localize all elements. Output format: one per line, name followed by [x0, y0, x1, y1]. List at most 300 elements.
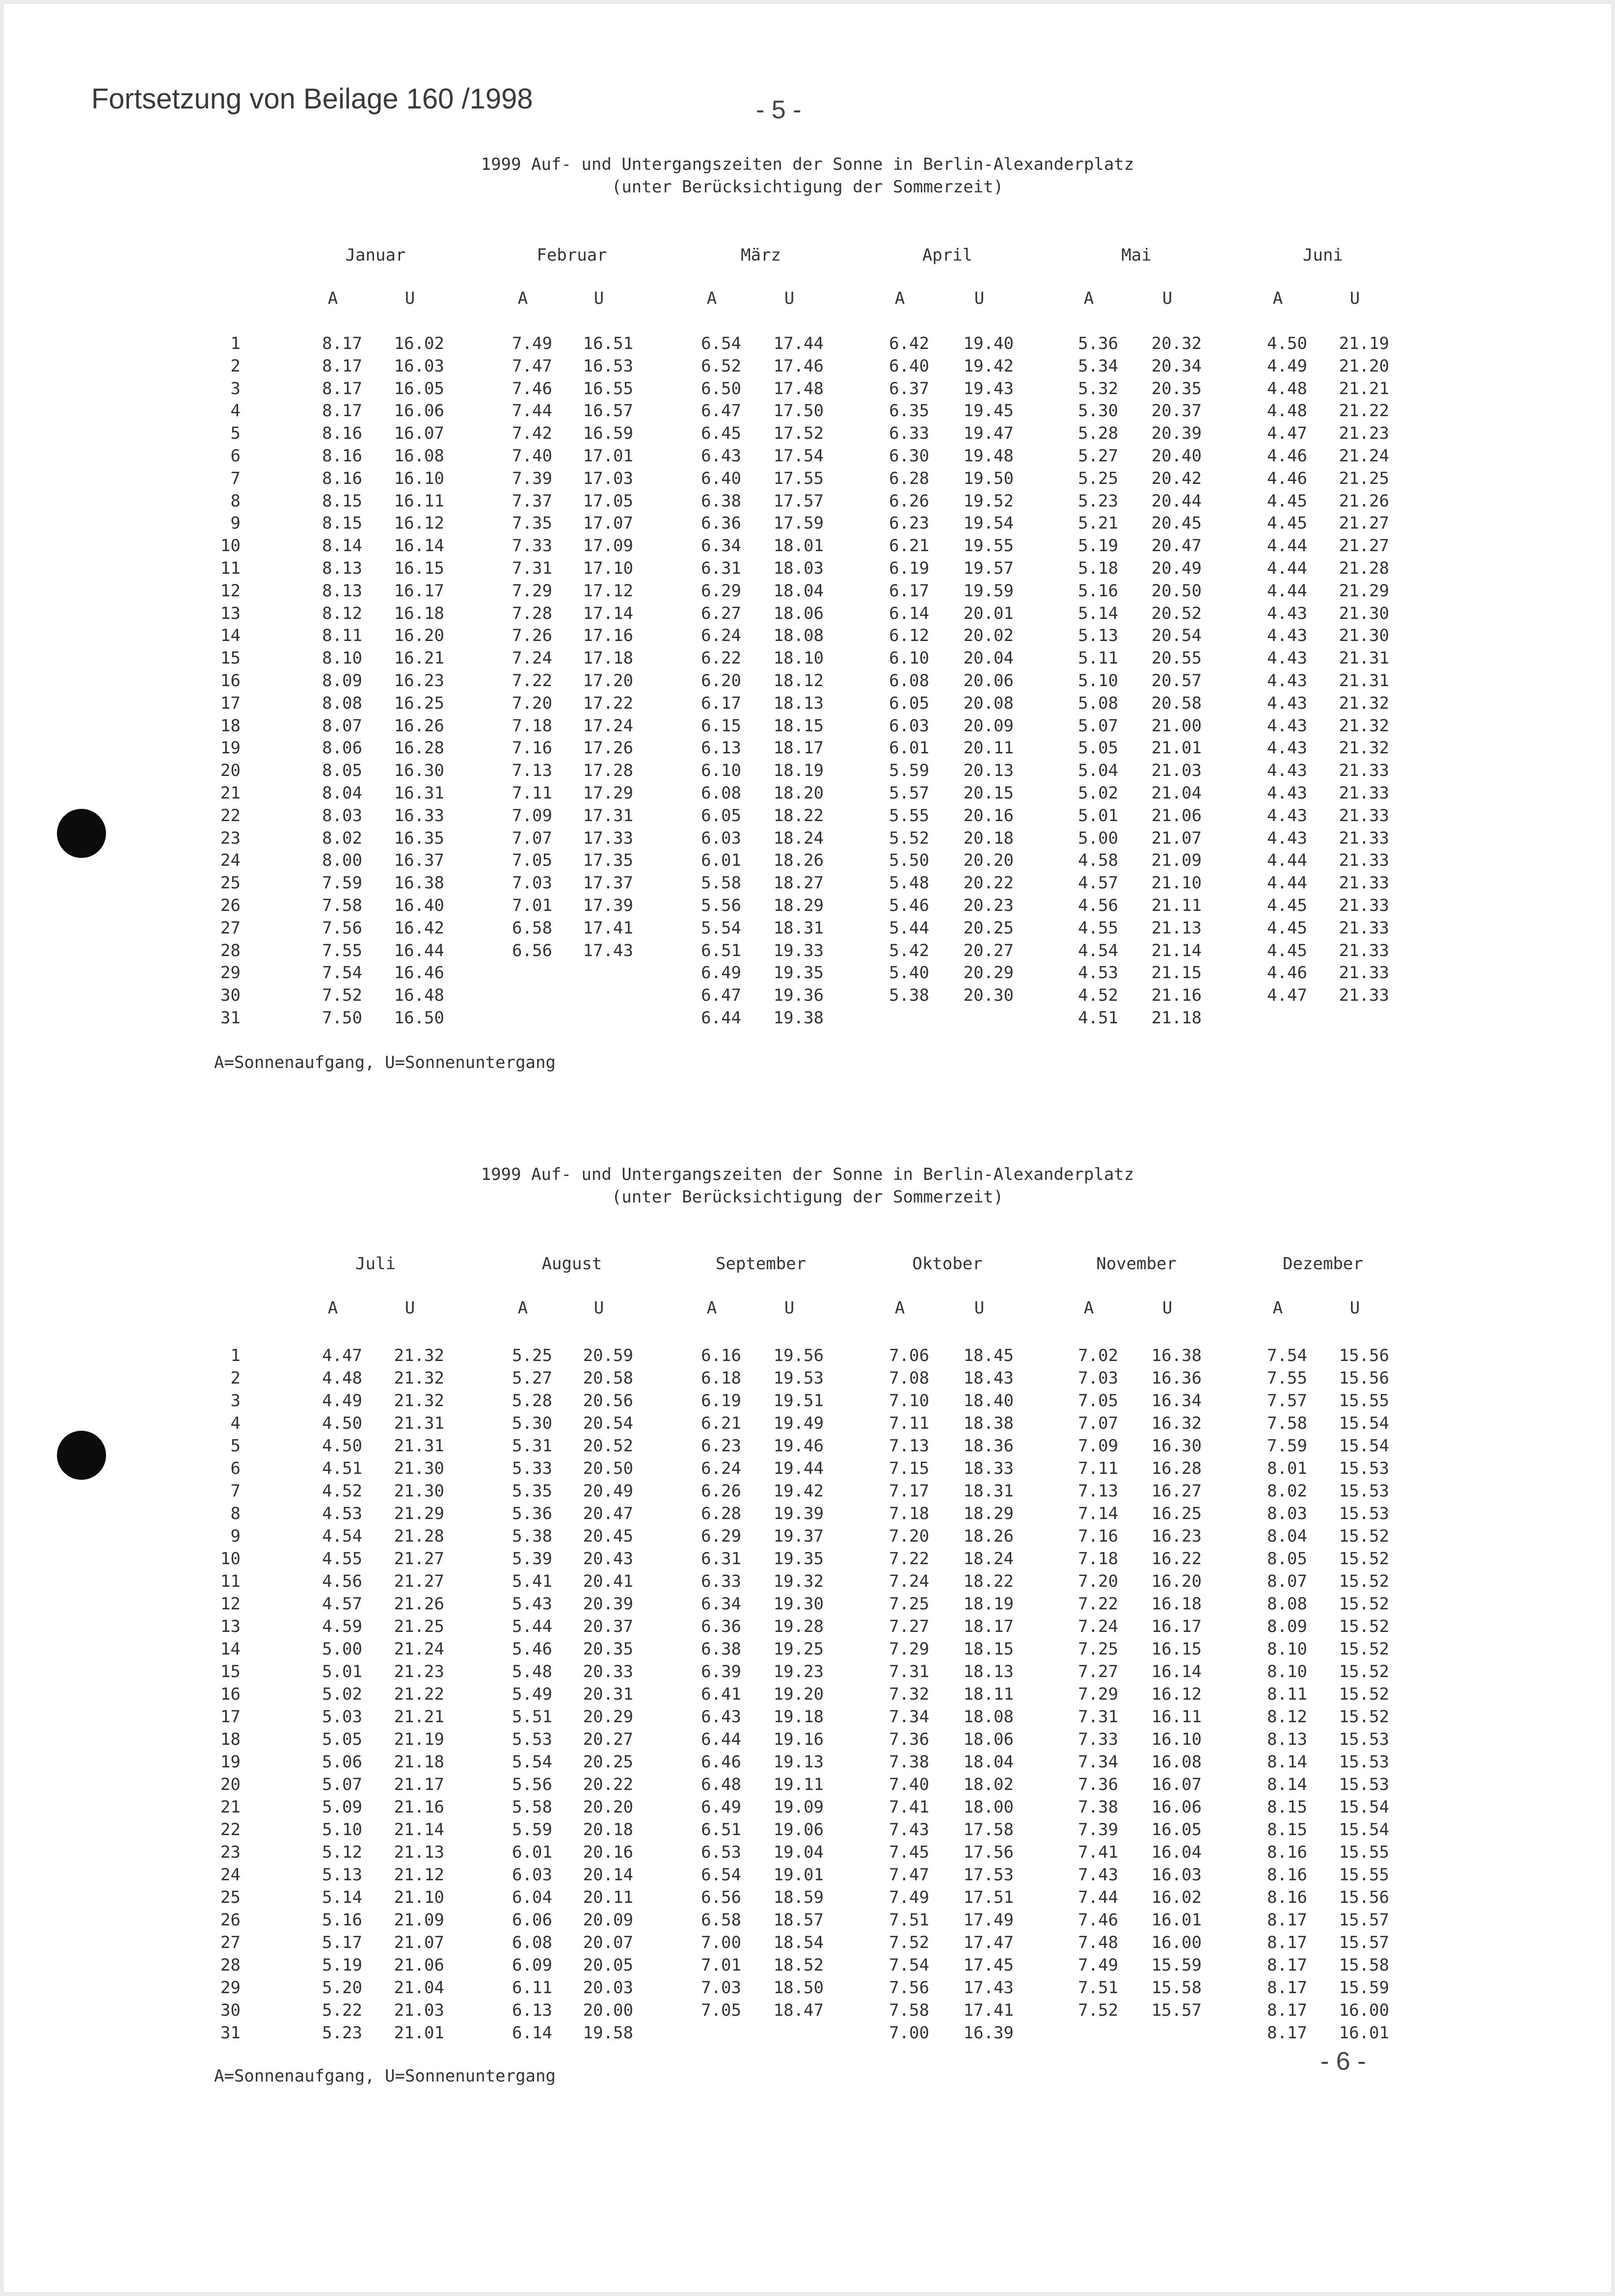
column-header-u: U — [784, 289, 795, 308]
day-number: 3 — [230, 1391, 241, 1411]
sunset-time: 15.52 — [1339, 1572, 1389, 1591]
sunset-time: 17.49 — [963, 1910, 1014, 1930]
sunrise-time: 7.33 — [512, 536, 552, 556]
sunrise-time: 6.01 — [512, 1842, 552, 1862]
sunrise-time: 4.47 — [322, 1346, 362, 1365]
sunrise-time: 6.18 — [701, 1368, 741, 1388]
sunset-time: 21.25 — [1339, 468, 1389, 488]
day-number: 6 — [230, 446, 241, 466]
sunset-time: 20.18 — [963, 828, 1014, 848]
page-number-bottom: - 6 - — [1320, 2047, 1366, 2076]
sunrise-time: 7.22 — [1078, 1594, 1118, 1614]
sunset-time: 18.19 — [773, 761, 824, 781]
sunset-time: 17.03 — [583, 468, 633, 488]
sunset-time: 17.57 — [773, 491, 824, 511]
sunset-time: 19.47 — [963, 424, 1014, 444]
column-header-a: A — [706, 1298, 717, 1318]
sunrise-time: 4.43 — [1267, 805, 1307, 826]
sunrise-time: 4.51 — [1078, 1008, 1118, 1028]
sunset-time: 20.00 — [583, 2001, 633, 2020]
sunset-time: 17.07 — [583, 513, 633, 534]
sunrise-time: 8.03 — [322, 805, 362, 826]
sunrise-time: 7.39 — [1078, 1820, 1118, 1840]
sunrise-time: 7.54 — [889, 1955, 929, 1975]
sunset-time: 15.53 — [1339, 1504, 1389, 1523]
sunrise-time: 8.17 — [322, 334, 362, 353]
sunrise-time: 7.36 — [1078, 1775, 1118, 1794]
sunset-time: 16.03 — [394, 356, 444, 376]
sunset-time: 18.24 — [773, 828, 824, 848]
sunset-time: 20.47 — [1151, 536, 1202, 556]
column-header-u: U — [974, 1298, 985, 1318]
sunrise-time: 5.42 — [889, 940, 929, 961]
column-header-u: U — [1349, 1298, 1360, 1318]
sunset-time: 20.29 — [963, 963, 1014, 983]
day-number: 24 — [220, 1865, 241, 1885]
sunset-time: 19.28 — [773, 1617, 824, 1636]
sunrise-time: 7.58 — [889, 2001, 929, 2020]
sunset-time: 16.02 — [1151, 1888, 1202, 1907]
sunrise-time: 8.15 — [322, 491, 362, 511]
sunset-time: 20.29 — [583, 1707, 633, 1727]
sunrise-time: 4.46 — [1267, 446, 1307, 466]
sunset-time: 19.53 — [773, 1368, 824, 1388]
sunset-time: 20.58 — [583, 1368, 633, 1388]
sunset-time: 21.33 — [1339, 963, 1389, 983]
sunrise-time: 5.01 — [322, 1662, 362, 1682]
sunset-time: 21.12 — [394, 1865, 444, 1885]
month-header: Juli — [355, 1254, 396, 1274]
sunset-time: 19.44 — [773, 1459, 824, 1478]
sunset-time: 18.06 — [963, 1730, 1014, 1749]
sunrise-time: 5.05 — [1078, 738, 1118, 758]
page-number-top: - 5 - — [756, 96, 802, 124]
sunset-time: 16.35 — [394, 828, 444, 848]
sunrise-time: 8.15 — [322, 513, 362, 534]
sunrise-time: 7.11 — [1078, 1459, 1118, 1478]
sunrise-time: 5.13 — [1078, 626, 1118, 646]
sunset-time: 16.06 — [394, 401, 444, 421]
sunset-time: 21.26 — [394, 1594, 444, 1614]
sunset-time: 19.55 — [963, 536, 1014, 556]
sunrise-time: 7.25 — [889, 1594, 929, 1614]
sunrise-time: 6.52 — [701, 356, 741, 376]
sunset-time: 19.37 — [773, 1526, 824, 1546]
sunrise-time: 6.24 — [701, 626, 741, 646]
sunrise-time: 7.52 — [322, 986, 362, 1006]
sunset-time: 18.29 — [963, 1504, 1014, 1523]
sunrise-time: 6.43 — [701, 1707, 741, 1727]
day-number: 30 — [220, 986, 241, 1006]
sunrise-time: 5.08 — [1078, 693, 1118, 713]
sunrise-time: 7.40 — [512, 446, 552, 466]
sunrise-time: 7.38 — [1078, 1797, 1118, 1817]
sunset-time: 19.33 — [773, 940, 824, 961]
sunset-time: 20.20 — [963, 851, 1014, 871]
sunrise-time: 7.14 — [1078, 1504, 1118, 1523]
sunset-time: 16.15 — [1151, 1639, 1202, 1659]
sunset-time: 19.11 — [773, 1775, 824, 1794]
sunset-time: 20.49 — [1151, 559, 1202, 578]
sunrise-time: 8.17 — [322, 378, 362, 399]
sunrise-time: 8.14 — [1267, 1775, 1307, 1794]
sunrise-time: 5.25 — [512, 1346, 552, 1365]
sunrise-time: 5.07 — [322, 1775, 362, 1794]
day-number: 18 — [220, 1730, 241, 1749]
sunrise-time: 6.26 — [701, 1481, 741, 1501]
sunset-time: 19.35 — [773, 963, 824, 983]
sunset-time: 15.53 — [1339, 1481, 1389, 1501]
sunset-time: 18.27 — [773, 873, 824, 893]
sunrise-time: 6.03 — [889, 716, 929, 736]
sunrise-time: 7.29 — [512, 581, 552, 601]
sunset-time: 16.26 — [394, 716, 444, 736]
sunrise-time: 6.10 — [701, 761, 741, 781]
day-number: 22 — [220, 805, 241, 826]
sunrise-time: 5.09 — [322, 1797, 362, 1817]
sunrise-time: 6.31 — [701, 1549, 741, 1569]
sunrise-time: 5.44 — [512, 1617, 552, 1636]
sunset-time: 21.22 — [394, 1684, 444, 1704]
sunset-time: 18.57 — [773, 1910, 824, 1930]
sunrise-time: 7.44 — [512, 401, 552, 421]
sunrise-time: 6.10 — [889, 648, 929, 668]
day-number: 31 — [220, 1008, 241, 1028]
sunrise-time: 8.08 — [322, 693, 362, 713]
sunrise-time: 5.11 — [1078, 648, 1118, 668]
sunrise-time: 5.19 — [1078, 536, 1118, 556]
sunrise-time: 7.09 — [512, 805, 552, 826]
sunrise-time: 5.49 — [512, 1684, 552, 1704]
day-number: 1 — [230, 1346, 241, 1365]
sunrise-time: 5.57 — [889, 783, 929, 803]
sunrise-time: 8.07 — [322, 716, 362, 736]
sunset-time: 18.10 — [773, 648, 824, 668]
sunset-time: 16.14 — [394, 536, 444, 556]
sunrise-time: 6.21 — [701, 1414, 741, 1433]
sunset-time: 21.20 — [1339, 356, 1389, 376]
sunrise-time: 4.57 — [1078, 873, 1118, 893]
day-number: 21 — [220, 783, 241, 803]
sunset-time: 16.08 — [1151, 1752, 1202, 1772]
sunset-time: 20.37 — [583, 1617, 633, 1636]
sunset-time: 20.09 — [963, 716, 1014, 736]
month-header: März — [741, 245, 781, 265]
day-number: 5 — [230, 1436, 241, 1456]
sunset-time: 16.08 — [394, 446, 444, 466]
sunrise-time: 7.10 — [889, 1391, 929, 1411]
sunset-time: 16.25 — [1151, 1504, 1202, 1523]
sunset-time: 16.00 — [1339, 2001, 1389, 2020]
sunrise-time: 5.54 — [512, 1752, 552, 1772]
sunrise-time: 6.54 — [701, 334, 741, 353]
sunset-time: 20.33 — [583, 1662, 633, 1682]
sunrise-time: 7.00 — [701, 1933, 741, 1952]
sunrise-time: 6.08 — [512, 1933, 552, 1952]
sunset-time: 15.53 — [1339, 1459, 1389, 1478]
sunrise-time: 6.40 — [701, 468, 741, 488]
sunset-time: 20.25 — [583, 1752, 633, 1772]
sunset-time: 16.04 — [1151, 1842, 1202, 1862]
sunset-time: 18.59 — [773, 1888, 824, 1907]
sunrise-time: 7.16 — [512, 738, 552, 758]
sunset-time: 16.20 — [394, 626, 444, 646]
sunset-time: 20.54 — [1151, 626, 1202, 646]
sunset-time: 16.40 — [394, 896, 444, 915]
sunrise-time: 6.13 — [512, 2001, 552, 2020]
sunset-time: 21.27 — [1339, 513, 1389, 534]
sunset-time: 21.30 — [394, 1459, 444, 1478]
sunrise-time: 6.08 — [889, 671, 929, 691]
sunset-time: 21.33 — [1339, 896, 1389, 915]
sunset-time: 17.24 — [583, 716, 633, 736]
sunrise-time: 7.33 — [1078, 1730, 1118, 1749]
sunset-time: 15.54 — [1339, 1414, 1389, 1433]
sunset-time: 15.52 — [1339, 1684, 1389, 1704]
sunrise-time: 5.10 — [1078, 671, 1118, 691]
sunset-time: 21.26 — [1339, 491, 1389, 511]
sunrise-time: 6.35 — [889, 401, 929, 421]
sunrise-time: 7.03 — [512, 873, 552, 893]
sunset-time: 20.37 — [1151, 401, 1202, 421]
sunset-time: 16.12 — [394, 513, 444, 534]
sunset-time: 15.54 — [1339, 1797, 1389, 1817]
sunrise-time: 8.02 — [322, 828, 362, 848]
sunrise-time: 4.58 — [1078, 851, 1118, 871]
sunset-time: 20.11 — [583, 1888, 633, 1907]
sunset-time: 20.16 — [963, 805, 1014, 826]
sunset-time: 20.05 — [583, 1955, 633, 1975]
month-header: August — [541, 1254, 602, 1274]
sunset-time: 16.15 — [394, 559, 444, 578]
day-number: 16 — [220, 671, 241, 691]
sunrise-time: 4.43 — [1267, 716, 1307, 736]
column-header-a: A — [706, 289, 717, 308]
sunrise-time: 6.31 — [701, 559, 741, 578]
sunrise-time: 8.17 — [322, 356, 362, 376]
sunset-time: 21.07 — [394, 1933, 444, 1952]
sunrise-time: 7.59 — [1267, 1436, 1307, 1456]
sunrise-time: 7.40 — [889, 1775, 929, 1794]
sunrise-time: 6.36 — [701, 1617, 741, 1636]
sunrise-time: 6.50 — [701, 378, 741, 399]
table-1-title: 1999 Auf- und Untergangszeiten der Sonne in Berlin-Alexanderplatz — [481, 155, 1134, 174]
sunrise-time: 5.19 — [322, 1955, 362, 1975]
sunrise-time: 6.14 — [889, 603, 929, 623]
sunrise-time: 6.29 — [701, 581, 741, 601]
sunrise-time: 8.09 — [322, 671, 362, 691]
sunset-time: 21.14 — [394, 1820, 444, 1840]
sunrise-time: 6.56 — [701, 1888, 741, 1907]
sunset-time: 18.13 — [773, 693, 824, 713]
column-header-u: U — [593, 1298, 604, 1318]
sunrise-time: 7.31 — [512, 559, 552, 578]
sunrise-time: 8.15 — [1267, 1820, 1307, 1840]
sunset-time: 21.32 — [1339, 738, 1389, 758]
sunset-time: 21.32 — [394, 1391, 444, 1411]
sunset-time: 17.56 — [963, 1842, 1014, 1862]
sunrise-time: 7.31 — [889, 1662, 929, 1682]
sunrise-time: 6.33 — [701, 1572, 741, 1591]
sunrise-time: 6.38 — [701, 1639, 741, 1659]
sunset-time: 19.57 — [963, 559, 1014, 578]
sunrise-time: 8.04 — [322, 783, 362, 803]
sunrise-time: 5.54 — [701, 918, 741, 938]
table-1-legend: A=Sonnenaufgang, U=Sonnenuntergang — [214, 1053, 556, 1072]
sunset-time: 17.43 — [963, 1978, 1014, 1998]
sunrise-time: 8.16 — [322, 446, 362, 466]
day-number: 29 — [220, 1978, 241, 1998]
day-number: 17 — [220, 1707, 241, 1727]
sunrise-time: 7.13 — [889, 1436, 929, 1456]
sunset-time: 21.33 — [1339, 783, 1389, 803]
sunset-time: 16.48 — [394, 986, 444, 1006]
sunrise-time: 8.17 — [322, 401, 362, 421]
sunset-time: 20.35 — [583, 1639, 633, 1659]
sunrise-time: 7.06 — [889, 1346, 929, 1365]
sunrise-time: 7.37 — [512, 491, 552, 511]
sunrise-time: 6.24 — [701, 1459, 741, 1478]
sunrise-time: 4.45 — [1267, 513, 1307, 534]
sunrise-time: 7.51 — [1078, 1978, 1118, 1998]
sunset-time: 18.17 — [963, 1617, 1014, 1636]
sunrise-time: 6.40 — [889, 356, 929, 376]
sunrise-time: 6.20 — [701, 671, 741, 691]
sunrise-time: 7.24 — [1078, 1617, 1118, 1636]
sunset-time: 21.33 — [1339, 828, 1389, 848]
column-header-u: U — [1162, 289, 1173, 308]
sunset-time: 21.32 — [1339, 693, 1389, 713]
sunset-time: 16.39 — [963, 2023, 1014, 2043]
sunrise-time: 8.02 — [1267, 1481, 1307, 1501]
day-number: 8 — [230, 491, 241, 511]
sunset-time: 16.10 — [394, 468, 444, 488]
sunset-time: 21.04 — [1151, 783, 1202, 803]
sunrise-time: 7.49 — [1078, 1955, 1118, 1975]
column-header-u: U — [974, 289, 985, 308]
sunrise-time: 6.47 — [701, 401, 741, 421]
sunrise-time: 7.26 — [512, 626, 552, 646]
column-header-u: U — [1349, 289, 1360, 308]
sunset-time: 18.47 — [773, 2001, 824, 2020]
sunset-time: 20.08 — [963, 693, 1014, 713]
sunset-time: 20.04 — [963, 648, 1014, 668]
sunset-time: 21.27 — [1339, 536, 1389, 556]
sunset-time: 16.27 — [1151, 1481, 1202, 1501]
sunset-time: 16.07 — [1151, 1775, 1202, 1794]
sunrise-time: 5.52 — [889, 828, 929, 848]
sunrise-time: 4.48 — [1267, 401, 1307, 421]
sunrise-time: 6.19 — [889, 559, 929, 578]
sunset-time: 17.52 — [773, 424, 824, 444]
sunrise-time: 5.13 — [322, 1865, 362, 1885]
sunset-time: 21.29 — [1339, 581, 1389, 601]
sunset-time: 15.59 — [1339, 1978, 1389, 1998]
sunrise-time: 4.44 — [1267, 581, 1307, 601]
column-header-a: A — [517, 289, 528, 308]
sunrise-time: 4.53 — [322, 1504, 362, 1523]
day-number: 14 — [220, 1639, 241, 1659]
sunrise-time: 6.05 — [701, 805, 741, 826]
sunrise-time: 5.56 — [701, 896, 741, 915]
sunset-time: 21.09 — [394, 1910, 444, 1930]
sunrise-time: 4.50 — [322, 1436, 362, 1456]
sunrise-time: 6.26 — [889, 491, 929, 511]
sunrise-time: 6.33 — [889, 424, 929, 444]
sunrise-time: 8.16 — [322, 468, 362, 488]
sunset-time: 16.38 — [394, 873, 444, 893]
sunrise-time: 5.14 — [322, 1888, 362, 1907]
sunset-time: 18.20 — [773, 783, 824, 803]
sunrise-time: 7.20 — [1078, 1572, 1118, 1591]
sunset-time: 21.33 — [1339, 940, 1389, 961]
sunrise-time: 8.11 — [1267, 1684, 1307, 1704]
sunrise-time: 5.02 — [322, 1684, 362, 1704]
sunrise-time: 5.48 — [889, 873, 929, 893]
sunrise-time: 4.45 — [1267, 491, 1307, 511]
month-header: November — [1096, 1254, 1177, 1274]
sunrise-time: 7.27 — [1078, 1662, 1118, 1682]
sunset-time: 17.41 — [963, 2001, 1014, 2020]
sunrise-time: 8.13 — [322, 559, 362, 578]
sunrise-time: 6.58 — [701, 1910, 741, 1930]
sunset-time: 20.56 — [583, 1391, 633, 1411]
sunrise-time: 4.43 — [1267, 828, 1307, 848]
sunset-time: 20.27 — [583, 1730, 633, 1749]
sunrise-time: 5.44 — [889, 918, 929, 938]
sunrise-time: 7.18 — [512, 716, 552, 736]
sunrise-time: 7.27 — [889, 1617, 929, 1636]
sunset-time: 16.38 — [1151, 1346, 1202, 1365]
sunset-time: 21.22 — [1339, 401, 1389, 421]
sunset-time: 18.06 — [773, 603, 824, 623]
sunrise-time: 4.52 — [322, 1481, 362, 1501]
sunrise-time: 7.42 — [512, 424, 552, 444]
sunset-time: 21.16 — [394, 1797, 444, 1817]
sunrise-time: 5.18 — [1078, 559, 1118, 578]
sunrise-time: 4.43 — [1267, 648, 1307, 668]
sunset-time: 16.28 — [1151, 1459, 1202, 1478]
sunset-time: 18.26 — [963, 1526, 1014, 1546]
sunset-time: 20.43 — [583, 1549, 633, 1569]
sunset-time: 20.39 — [1151, 424, 1202, 444]
sunset-time: 18.50 — [773, 1978, 824, 1998]
sunset-time: 21.27 — [394, 1572, 444, 1591]
month-header: April — [922, 245, 973, 265]
sunset-time: 18.31 — [773, 918, 824, 938]
sunrise-time: 5.46 — [512, 1639, 552, 1659]
sunrise-time: 6.21 — [889, 536, 929, 556]
sunset-time: 16.42 — [394, 918, 444, 938]
sunset-time: 16.28 — [394, 738, 444, 758]
sunset-time: 15.57 — [1339, 1910, 1389, 1930]
sunset-time: 17.28 — [583, 761, 633, 781]
sunset-time: 21.21 — [394, 1707, 444, 1727]
sunset-time: 20.34 — [1151, 356, 1202, 376]
sunset-time: 21.29 — [394, 1504, 444, 1523]
sunset-time: 17.33 — [583, 828, 633, 848]
sunrise-time: 6.53 — [701, 1842, 741, 1862]
sunrise-time: 8.10 — [1267, 1639, 1307, 1659]
day-number: 2 — [230, 1368, 241, 1388]
sunrise-time: 7.11 — [512, 783, 552, 803]
sunrise-time: 7.07 — [512, 828, 552, 848]
sunset-time: 21.30 — [1339, 603, 1389, 623]
sunrise-time: 4.45 — [1267, 940, 1307, 961]
sunset-time: 20.02 — [963, 626, 1014, 646]
sunrise-time: 6.34 — [701, 536, 741, 556]
sunset-time: 21.32 — [394, 1368, 444, 1388]
